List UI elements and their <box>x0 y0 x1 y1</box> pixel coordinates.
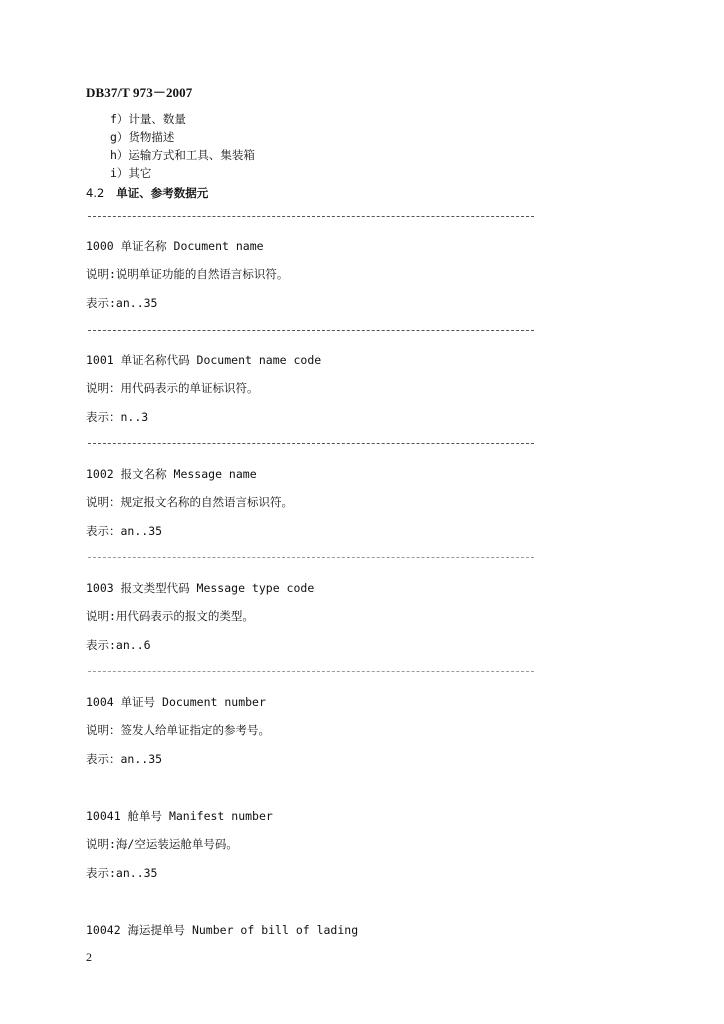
section-title: 单证、参考数据元 <box>116 186 209 200</box>
dashed-separator <box>88 330 534 331</box>
page-number: 2 <box>86 950 92 964</box>
section-heading <box>86 185 208 201</box>
entry-representation: 表示：an..35 <box>86 752 163 766</box>
standard-code-header: DB37/T 973－2007 <box>86 85 193 100</box>
category-list <box>110 110 255 182</box>
entry-description: 说明:海/空运装运舱单号码。 <box>86 837 238 851</box>
entry-representation: 表示:an..6 <box>86 638 151 652</box>
entry-title: 1003 报文类型代码 Message type code <box>86 581 315 595</box>
entry-title: 1001 单证名称代码 Document name code <box>86 353 322 367</box>
entry-description: 说明：用代码表示的单证标识符。 <box>86 381 259 395</box>
entry-title: 1000 单证名称 Document name <box>86 239 264 253</box>
entry-representation: 表示：n..3 <box>86 410 149 424</box>
dashed-separator <box>88 557 534 558</box>
entry-description: 说明:用代码表示的报文的类型。 <box>86 609 254 623</box>
entry-representation: 表示：an..35 <box>86 524 163 538</box>
entry-description: 说明：规定报文名称的自然语言标识符。 <box>86 495 293 509</box>
entry-description: 说明:说明单证功能的自然语言标识符。 <box>86 267 289 281</box>
entry-representation: 表示:an..35 <box>86 866 158 880</box>
entry-description: 说明：签发人给单证指定的参考号。 <box>86 723 270 737</box>
section-number: 4.2 <box>86 186 105 200</box>
list-item: h）运输方式和工具、集装箱 <box>110 148 255 162</box>
dashed-separator <box>88 671 534 672</box>
entry-title: 1004 单证号 Document number <box>86 695 266 709</box>
entry-representation: 表示:an..35 <box>86 296 158 310</box>
list-item: g）货物描述 <box>110 130 175 144</box>
list-item: f）计量、数量 <box>110 112 186 126</box>
entry-title: 10041 舱单号 Manifest number <box>86 809 273 823</box>
entry-title: 10042 海运提单号 Number of bill of lading <box>86 923 359 937</box>
entry-title: 1002 报文名称 Message name <box>86 467 257 481</box>
dashed-separator <box>88 216 534 217</box>
dashed-separator <box>88 443 534 444</box>
list-item: i）其它 <box>110 166 152 180</box>
